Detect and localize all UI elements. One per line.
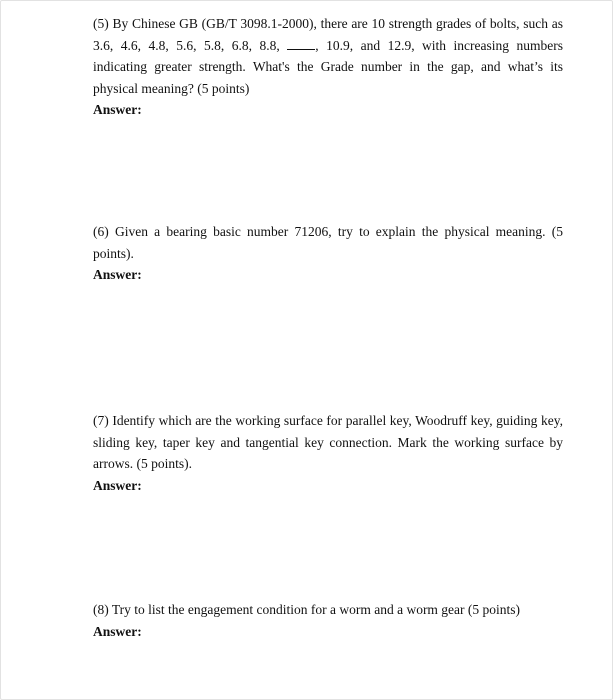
question-8-text: (8) Try to list the engagement condition for a worm and a worm gear (5 points)	[93, 602, 521, 617]
question-7-text: (7) Identify which are the working surface for parallel key, Woodruff key, guiding key, sliding key, taper key and tangential key connection. Mark the working surface by arrows. (5 points).	[93, 413, 563, 471]
question-5-answer-label: Answer:	[93, 102, 142, 117]
question-5-text-before-blank: (5) By Chinese GB (GB/T 3098.1-2000), there are 10 strength grades of bolts, such as 3.6, 4.6, 4.8, 5.6, 5.8, 6.8, 8.8,	[93, 16, 563, 53]
question-7-answer-label: Answer:	[93, 477, 142, 493]
fill-in-blank	[287, 37, 315, 50]
question-5-text	[93, 13, 563, 99]
question-6-answer-label: Answer:	[93, 267, 142, 282]
question-5	[93, 13, 563, 120]
question-7	[93, 410, 563, 496]
question-6-text: (6) Given a bearing basic number 71206, try to explain the physical meaning. (5 points).	[93, 224, 563, 261]
question-6	[93, 221, 563, 285]
question-8-answer-label: Answer:	[93, 623, 142, 639]
question-5-text-after-blank: , 10.9, and 12.9, with increasing numbers indicating greater strength. What's the Grade number in the gap, and what’s its physical meaning? (5 points)	[93, 37, 564, 96]
question-8	[93, 599, 563, 642]
